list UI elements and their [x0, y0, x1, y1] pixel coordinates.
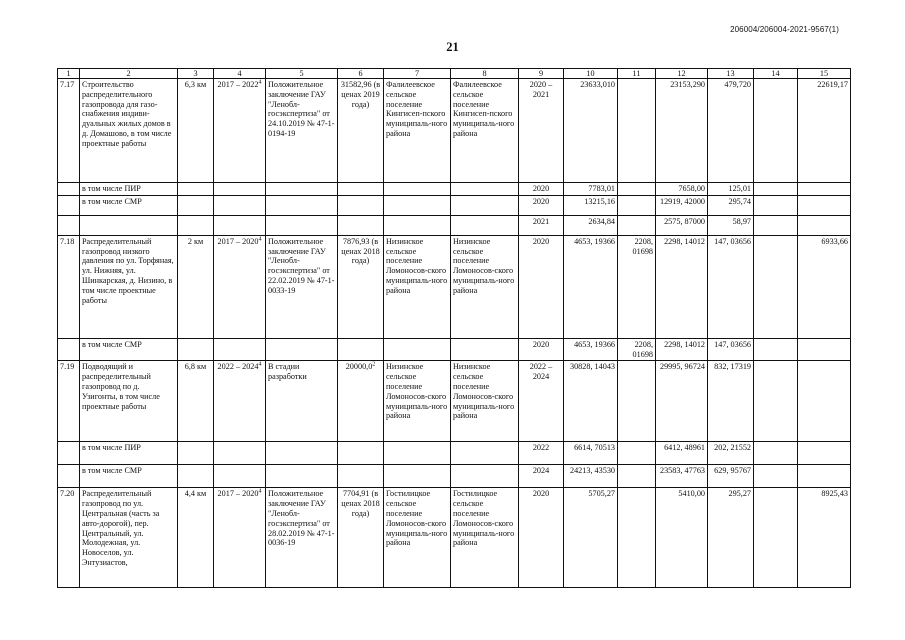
cell-text: 2298, 14012: [664, 339, 705, 349]
table-cell-col-13: [708, 195, 754, 215]
cell-text: в том числе ПИР: [82, 184, 141, 193]
table-cell-col-10: [564, 235, 618, 338]
table-cell-col-12: [656, 465, 708, 488]
table-cell-col-5: [266, 338, 338, 361]
table-cell-col-9: [519, 215, 564, 235]
table-cell-col-2: [80, 79, 178, 183]
table-cell-col-4: [214, 338, 266, 361]
cell-text: 23633,010: [580, 80, 615, 89]
table-cell-col-13: [708, 215, 754, 235]
table-cell-col-12: [656, 338, 708, 361]
table-cell-col-1: [58, 183, 80, 196]
table-cell-col-2: [80, 183, 178, 196]
table-cell-col-9: [519, 183, 564, 196]
cell-text: Подводящий и распределительный газопровод по д. Узигонты, в том числе проектные работы: [82, 362, 160, 411]
cell-text: 4653, 19366: [574, 236, 615, 246]
cell-text: в том числе СМР: [82, 196, 142, 206]
cell-text: Низинское сельское поселение Ломоносов-ского муниципаль-ного района: [386, 236, 448, 295]
document-id: 206004/206004-2021-9567(1): [730, 25, 839, 34]
table-cell-col-4: [214, 235, 266, 338]
cell-text: 12919, 42000: [659, 196, 705, 206]
table-cell-col-11: [618, 488, 656, 588]
table-row: [58, 442, 851, 465]
table-cell-col-14: [754, 79, 798, 183]
cell-text: 6412, 48961: [664, 443, 705, 453]
table-row: [58, 183, 851, 196]
cell-text: В стадии разработки: [268, 362, 307, 382]
table-cell-col-7: [384, 183, 451, 196]
table-cell-col-1: [58, 488, 80, 588]
header-cell: 8: [451, 69, 519, 79]
table-cell-col-6: [338, 442, 384, 465]
table-cell-col-10: [564, 183, 618, 196]
table-cell-col-5: [266, 465, 338, 488]
table-cell-col-3: [178, 195, 214, 215]
cell-text: 5410,00: [678, 489, 705, 499]
cell-text: 2022 – 2024: [217, 362, 259, 372]
table-cell-col-5: [266, 488, 338, 588]
table-cell-col-2: [80, 442, 178, 465]
table-cell-col-3: [178, 442, 214, 465]
cell-text: 7783,01: [588, 184, 615, 193]
cell-text: 202, 21552: [714, 443, 751, 453]
table-cell-col-10: [564, 195, 618, 215]
header-cell: 11: [618, 69, 656, 79]
table-cell-col-15: [798, 465, 851, 488]
table-cell-col-9: [519, 488, 564, 588]
table-row: [58, 215, 851, 235]
table-cell-col-9: [519, 338, 564, 361]
cell-text: 2208, 01698: [632, 339, 653, 359]
header-cell: 13: [708, 69, 754, 79]
cell-text: 30828, 14043: [569, 362, 615, 372]
cell-text: 295,74: [728, 196, 751, 206]
header-cell: 14: [754, 69, 798, 79]
table-cell-col-6: [338, 183, 384, 196]
cell-text: 23153,290: [670, 80, 705, 89]
cell-text: 7704,91 (в ценах 2018 года): [341, 489, 380, 518]
table-cell-col-11: [618, 442, 656, 465]
table-cell-col-9: [519, 195, 564, 215]
cell-text: 125,01: [728, 184, 751, 193]
table-cell-col-15: [798, 488, 851, 588]
footnote-mark: 4: [258, 236, 262, 243]
table-cell-col-2: [80, 465, 178, 488]
table-cell-col-5: [266, 183, 338, 196]
table-cell-col-13: [708, 361, 754, 442]
footnote-mark: 4: [258, 488, 262, 495]
cell-text: 4,4 км: [184, 489, 207, 499]
cell-text: 2021: [532, 216, 550, 226]
table-cell-col-7: [384, 215, 451, 235]
cell-text: 5705,27: [588, 489, 615, 499]
cell-text: 7.19: [60, 362, 75, 372]
table-cell-col-5: [266, 442, 338, 465]
table-cell-col-15: [798, 195, 851, 215]
table-cell-col-9: [519, 79, 564, 183]
cell-text: Положительное заключение ГАУ "Ленобл-госэкспертиза" от 22.02.2019 № 47-1-0033-19: [268, 236, 335, 295]
header-cell: 1: [58, 69, 80, 79]
table-cell-col-7: [384, 195, 451, 215]
table-cell-col-2: [80, 215, 178, 235]
table-cell-col-7: [384, 338, 451, 361]
cell-text: 2575, 87000: [664, 216, 705, 226]
cell-text: в том числе СМР: [82, 339, 142, 349]
table-cell-col-1: [58, 215, 80, 235]
table-cell-col-12: [656, 442, 708, 465]
cell-text: 147, 03656: [714, 339, 751, 349]
table-cell-col-6: [338, 488, 384, 588]
table-cell-col-1: [58, 465, 80, 488]
table-cell-col-6: [338, 195, 384, 215]
table-cell-col-6: [338, 338, 384, 361]
table-row: [58, 338, 851, 361]
table-row: [58, 79, 851, 183]
table-cell-col-11: [618, 79, 656, 183]
cell-text: 7.18: [60, 236, 75, 246]
header-cell: 12: [656, 69, 708, 79]
cell-text: 2017 – 2020: [217, 489, 259, 499]
cell-text: Фалилеевское сельское поселение Кингисеп-пского муниципаль-ного района: [453, 80, 515, 138]
table-cell-col-10: [564, 338, 618, 361]
cell-text: 2 км: [187, 236, 204, 246]
cell-text: 2020: [532, 339, 550, 349]
cell-text: Низинское сельское поселение Ломоносов-ского муниципаль-ного района: [453, 362, 515, 421]
table-cell-col-13: [708, 235, 754, 338]
table-cell-col-15: [798, 442, 851, 465]
table-cell-col-1: [58, 338, 80, 361]
cell-text: 6933,66: [821, 236, 848, 246]
table-cell-col-10: [564, 488, 618, 588]
cell-text: Фалилеевское сельское поселение Кингисеп-пского муниципаль-ного района: [386, 80, 448, 138]
table-cell-col-10: [564, 361, 618, 442]
cell-text: 7876,93 (в ценах 2018 года): [341, 236, 380, 266]
cell-text: 31582,96 (в ценах 2019 года): [340, 80, 381, 109]
table-cell-col-7: [384, 361, 451, 442]
table-cell-col-1: [58, 361, 80, 442]
table-cell-col-10: [564, 442, 618, 465]
cell-text: Строительство распределительного газопровода для газо-снабжения индиви-дуальных жилых домов в д. Домашово, в том числе проектные работы: [82, 80, 172, 148]
cell-text: 2298, 14012: [664, 236, 705, 246]
table-cell-col-7: [384, 235, 451, 338]
table-cell-col-15: [798, 235, 851, 338]
page-number: 21: [446, 40, 459, 54]
cell-text: 479,720: [724, 80, 751, 89]
table-cell-col-11: [618, 338, 656, 361]
cell-text: 2022 – 2024: [529, 362, 553, 382]
table-cell-col-13: [708, 442, 754, 465]
table-cell-col-12: [656, 235, 708, 338]
cell-text: 2208, 01698: [632, 236, 653, 256]
table-cell-col-1: [58, 79, 80, 183]
table-cell-col-14: [754, 235, 798, 338]
cell-text: 2017 – 2020: [217, 236, 259, 246]
table-cell-col-14: [754, 215, 798, 235]
investment-table: [57, 68, 851, 588]
cell-text: Распределительный газопровод низкого давления по ул. Торфяная, ул. Нижняя, ул. Шинкарская, д. Низино, в том числе проектные работы: [82, 236, 174, 305]
table-cell-col-4: [214, 488, 266, 588]
table-cell-col-11: [618, 183, 656, 196]
table-cell-col-12: [656, 215, 708, 235]
table-cell-col-14: [754, 442, 798, 465]
cell-text: 8925,43: [821, 489, 848, 499]
cell-text: 2024: [532, 466, 550, 476]
cell-text: 7.17: [60, 80, 75, 89]
cell-text: Распределительный газопровод по ул. Центральная (часть за авто-дорогой), пер. Центральный, ул. Молодежная, ул. Новоселов, ул. Энтузиастов,: [82, 489, 160, 567]
cell-text: 629, 95767: [714, 466, 751, 476]
table-cell-col-3: [178, 488, 214, 588]
footnote-mark: 4: [258, 361, 262, 368]
cell-text: 295,27: [728, 489, 751, 499]
cell-text: 2022: [532, 443, 550, 453]
cell-text: Низинское сельское поселение Ломоносов-ского муниципаль-ного района: [386, 362, 448, 421]
table-row: [58, 235, 851, 338]
table-cell-col-11: [618, 215, 656, 235]
table-cell-col-3: [178, 338, 214, 361]
table-cell-col-15: [798, 183, 851, 196]
table-cell-col-4: [214, 79, 266, 183]
table-cell-col-3: [178, 183, 214, 196]
cell-text: 2020: [532, 236, 550, 246]
cell-text: 2020: [532, 489, 550, 499]
header-row: [58, 69, 851, 79]
cell-text: 7.20: [60, 489, 75, 499]
footnote-mark: 2: [372, 361, 376, 368]
table-cell-col-8: [451, 465, 519, 488]
cell-text: 832, 17319: [714, 362, 751, 372]
table-cell-col-9: [519, 465, 564, 488]
table-cell-col-13: [708, 465, 754, 488]
table-cell-col-5: [266, 195, 338, 215]
table-cell-col-2: [80, 338, 178, 361]
table-cell-col-8: [451, 361, 519, 442]
header-cell: 4: [214, 69, 266, 79]
table-cell-col-11: [618, 235, 656, 338]
table-cell-col-13: [708, 183, 754, 196]
table-cell-col-9: [519, 235, 564, 338]
table-cell-col-13: [708, 338, 754, 361]
cell-text: 2017 – 2022: [217, 80, 259, 89]
cell-text: Гостилицкое сельское поселение Ломоносов-ского муниципаль-ного района: [386, 489, 448, 548]
cell-text: 2020: [532, 196, 550, 206]
table-cell-col-3: [178, 465, 214, 488]
table-cell-col-5: [266, 215, 338, 235]
cell-text: 29995, 96724: [659, 362, 705, 372]
table-cell-col-3: [178, 79, 214, 183]
cell-text: 2634,84: [588, 216, 615, 226]
table-cell-col-14: [754, 488, 798, 588]
cell-text: 6614, 70513: [574, 443, 615, 453]
cell-text: в том числе ПИР: [82, 443, 141, 453]
table-cell-col-8: [451, 79, 519, 183]
cell-text: 23583, 47763: [659, 466, 705, 476]
table-cell-col-8: [451, 183, 519, 196]
cell-text: 58,97: [732, 216, 751, 226]
cell-text: 147, 03656: [714, 236, 751, 246]
header-cell: 6: [338, 69, 384, 79]
table-cell-col-4: [214, 465, 266, 488]
cell-text: 13215,16: [584, 196, 615, 206]
table-cell-col-4: [214, 215, 266, 235]
table-cell-col-8: [451, 488, 519, 588]
table-cell-col-7: [384, 442, 451, 465]
header-cell: 3: [178, 69, 214, 79]
table-cell-col-4: [214, 183, 266, 196]
cell-text: 7658,00: [678, 184, 705, 193]
cell-text: 6,3 км: [184, 80, 207, 89]
table-cell-col-2: [80, 195, 178, 215]
table-cell-col-15: [798, 361, 851, 442]
table-cell-col-1: [58, 235, 80, 338]
table-cell-col-3: [178, 215, 214, 235]
table-cell-col-11: [618, 465, 656, 488]
cell-text: Низинское сельское поселение Ломоносов-ского муниципаль-ного района: [453, 236, 515, 295]
table-cell-col-12: [656, 79, 708, 183]
table-row: [58, 465, 851, 488]
cell-text: 2020: [532, 184, 550, 193]
table-row: [58, 361, 851, 442]
table-cell-col-2: [80, 235, 178, 338]
table-cell-col-8: [451, 235, 519, 338]
table-cell-col-7: [384, 488, 451, 588]
table-cell-col-15: [798, 338, 851, 361]
table-cell-col-1: [58, 195, 80, 215]
table-cell-col-10: [564, 79, 618, 183]
table-cell-col-10: [564, 215, 618, 235]
table-cell-col-14: [754, 361, 798, 442]
table-cell-col-11: [618, 195, 656, 215]
table-row: [58, 488, 851, 588]
cell-text: 24213, 43530: [569, 466, 615, 476]
table-cell-col-6: [338, 79, 384, 183]
table-cell-col-6: [338, 465, 384, 488]
table-cell-col-12: [656, 488, 708, 588]
table-cell-col-9: [519, 442, 564, 465]
table-cell-col-6: [338, 235, 384, 338]
table-cell-col-14: [754, 183, 798, 196]
table-cell-col-8: [451, 338, 519, 361]
footnote-mark: 4: [258, 79, 262, 86]
table-cell-col-9: [519, 361, 564, 442]
table-cell-col-12: [656, 361, 708, 442]
cell-text: 4653, 19366: [574, 339, 615, 349]
table-cell-col-8: [451, 442, 519, 465]
table-cell-col-4: [214, 442, 266, 465]
cell-text: 2020 – 2021: [529, 80, 553, 99]
header-cell: 10: [564, 69, 618, 79]
cell-text: Положительное заключение ГАУ "Ленобл-госэкспертиза" от 28.02.2019 № 47-1-0036-19: [268, 489, 335, 548]
table-cell-col-6: [338, 215, 384, 235]
table-cell-col-14: [754, 338, 798, 361]
table-cell-col-15: [798, 79, 851, 183]
table-cell-col-12: [656, 195, 708, 215]
table-cell-col-4: [214, 361, 266, 442]
cell-text: Положительное заключение ГАУ "Ленобл-госэкспертиза" от 24.10.2019 № 47-1-0194-19: [268, 80, 335, 138]
table-cell-col-7: [384, 465, 451, 488]
cell-text: Гостилицкое сельское поселение Ломоносов-ского муниципаль-ного района: [453, 489, 515, 548]
table-cell-col-2: [80, 488, 178, 588]
cell-text: 22619,17: [817, 80, 848, 89]
table-cell-col-8: [451, 215, 519, 235]
table-row: [58, 195, 851, 215]
table-cell-col-3: [178, 361, 214, 442]
table-cell-col-13: [708, 488, 754, 588]
table-cell-col-5: [266, 361, 338, 442]
header-cell: 15: [798, 69, 851, 79]
table-cell-col-12: [656, 183, 708, 196]
table-cell-col-5: [266, 235, 338, 338]
table-cell-col-2: [80, 361, 178, 442]
table-cell-col-15: [798, 215, 851, 235]
table-cell-col-5: [266, 79, 338, 183]
table-cell-col-14: [754, 195, 798, 215]
header-cell: 5: [266, 69, 338, 79]
table-cell-col-6: [338, 361, 384, 442]
header-cell: 9: [519, 69, 564, 79]
header-cell: 2: [80, 69, 178, 79]
cell-text: 6,8 км: [184, 362, 207, 372]
header-cell: 7: [384, 69, 451, 79]
table-cell-col-10: [564, 465, 618, 488]
cell-text: 20000,0: [345, 362, 373, 372]
table-cell-col-1: [58, 442, 80, 465]
table-cell-col-11: [618, 361, 656, 442]
table-cell-col-7: [384, 79, 451, 183]
cell-text: в том числе СМР: [82, 466, 142, 476]
table-cell-col-14: [754, 465, 798, 488]
table-cell-col-8: [451, 195, 519, 215]
table-cell-col-4: [214, 195, 266, 215]
table-cell-col-3: [178, 235, 214, 338]
table-cell-col-13: [708, 79, 754, 183]
